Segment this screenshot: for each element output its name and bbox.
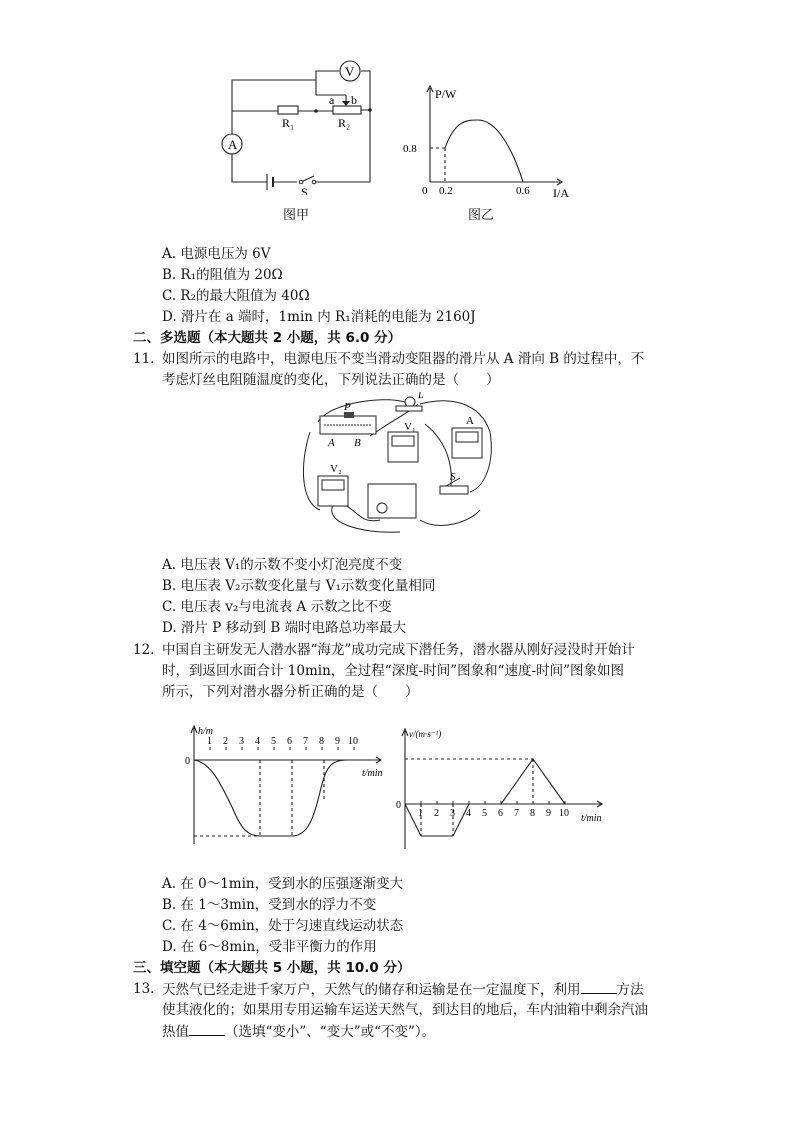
q11-physical-circuit-figure [300, 392, 500, 537]
q13-number: 13. [133, 981, 155, 997]
q13-text-line3 [162, 1021, 435, 1042]
speed-tick-label-5: 5 [482, 808, 487, 819]
q10-option-c: C. R₂的最大阻值为 40Ω [162, 288, 310, 304]
caption-yi: 图乙 [468, 208, 495, 223]
h-axis-label: h/m [198, 726, 213, 737]
depth-tick-label-1: 1 [207, 736, 212, 747]
label-l: L [418, 392, 424, 401]
i-axis-label: I/A [553, 186, 569, 200]
speed-tick-label-9: 9 [546, 808, 551, 819]
label-am: A [466, 415, 474, 427]
depth-tick-label-3: 3 [239, 736, 244, 747]
voltmeter-label: V [345, 64, 355, 79]
label-v2: V₂ [330, 463, 342, 475]
y-tick-0-8: 0.8 [403, 143, 417, 155]
q11-option-d: D. 滑片 P 移动到 B 端时电路总功率最大 [162, 620, 407, 636]
q12-text-line1: 中国自主研发无人潜水器“海龙”成功完成下潜任务，潜水器从刚好浸没时开始计 [162, 642, 635, 658]
q13-text-line2: 使其液化的；如果用专用运输车运送天然气，到达目的地后，车内油箱中剩余汽油 [162, 1002, 648, 1018]
x-tick-0-6: 0.6 [516, 185, 530, 197]
q11-option-c: C. 电压表 v₂与电流表 A 示数之比不变 [162, 599, 392, 615]
q12-option-d: D. 在 6～8min，受非平衡力的作用 [162, 939, 377, 955]
speed-tick-label-4: 4 [466, 808, 471, 819]
r2-label: R₂ [338, 116, 351, 130]
depth-origin-label: 0 [185, 756, 190, 767]
speed-time-graph [393, 725, 613, 855]
speed-tick-label-7: 7 [514, 808, 519, 819]
section-3-title: 三、填空题（本大题共 5 小题，共 10.0 分） [133, 960, 411, 976]
q12-option-a: A. 在 0～1min，受到水的压强逐渐变大 [162, 876, 404, 892]
speed-tick-label-2: 2 [434, 808, 439, 819]
q10-option-b: B. R₁的阻值为 20Ω [162, 267, 283, 283]
speed-tick-label-1: 1 [418, 808, 423, 819]
ammeter-label: A [228, 137, 238, 152]
terminal-b-label: b [351, 93, 357, 107]
q13-line1-part1: 天然气已经走进千家万户，天然气的储存和运输是在一定温度下，利用 [162, 982, 581, 998]
caption-jia: 图甲 [283, 208, 310, 223]
q12-option-c: C. 在 4～6min，处于匀速直线运动状态 [162, 918, 404, 934]
x-tick-0-2: 0.2 [439, 185, 453, 197]
speed-tick-label-6: 6 [498, 808, 503, 819]
speed-tick-label-3: 3 [450, 808, 455, 819]
label-s: S [450, 471, 456, 483]
p-axis-label: P/W [435, 87, 457, 101]
terminal-a-label: a [329, 93, 335, 107]
speed-origin-label: 0 [396, 800, 401, 811]
q11-text-line2: 考虑灯丝电阻随温度的变化，下列说法正确的是（ ） [162, 372, 500, 388]
depth-x-axis-label: t/min [362, 768, 383, 779]
q12-option-b: B. 在 1～3min，受到水的浮力不变 [162, 897, 377, 913]
depth-tick-label-5: 5 [271, 736, 276, 747]
q11-text-line1: 如图所示的电路中，电源电压不变当滑动变阻器的滑片从 A 滑向 B 的过程中，不 [162, 351, 645, 367]
section-2-title: 二、多选题（本大题共 2 小题，共 6.0 分） [133, 330, 402, 346]
v-axis-label: v/(m·s⁻¹) [409, 729, 442, 739]
r1-label: R₁ [282, 116, 295, 130]
q13-line3-part2: （选填“变小”、“变大”或“不变”）。 [225, 1024, 436, 1040]
depth-tick-label-6: 6 [287, 736, 292, 747]
origin-label: 0 [422, 185, 428, 197]
label-v1: V₁ [404, 421, 416, 433]
q11-option-b: B. 电压表 V₂示数变化量与 V₁示数变化量相同 [162, 578, 436, 594]
label-b: B [354, 437, 361, 449]
label-p: P [344, 401, 351, 413]
q13-line3-part1: 热值 [162, 1024, 189, 1040]
power-current-graph [395, 80, 585, 200]
circuit-diagram-jia [205, 60, 385, 195]
q12-text-line2: 时，到返回水面合计 10min，全过程“深度-时间”图象和“速度-时间”图象如图 [162, 663, 625, 679]
q10-option-d: D. 滑片在 a 端时，1min 内 R₁消耗的电能为 2160J [162, 309, 476, 325]
q13-line1-part2: 方法 [616, 982, 644, 998]
q13-blank-2[interactable] [189, 1021, 225, 1036]
depth-tick-label-10: 10 [348, 736, 358, 747]
q12-number: 12. [133, 642, 155, 658]
depth-tick-label-7: 7 [303, 736, 308, 747]
q13-text-line1 [162, 979, 644, 1000]
q10-option-a: A. 电源电压为 6V [162, 246, 271, 262]
switch-label: S [301, 185, 308, 195]
q13-blank-1[interactable] [581, 979, 617, 994]
label-a: A [328, 437, 335, 449]
depth-tick-label-9: 9 [335, 736, 340, 747]
q11-option-a: A. 电压表 V₁的示数不变小灯泡亮度不变 [162, 557, 403, 573]
depth-tick-label-4: 4 [255, 736, 260, 747]
depth-tick-label-2: 2 [223, 736, 228, 747]
speed-tick-label-10: 10 [559, 808, 569, 819]
depth-tick-label-8: 8 [319, 736, 324, 747]
q11-number: 11. [133, 351, 155, 367]
q12-text-line3: 所示，下列对潜水器分析正确的是（ ） [162, 684, 419, 700]
speed-tick-label-8: 8 [530, 808, 535, 819]
speed-x-axis-label: t/min [581, 813, 602, 824]
depth-time-graph [180, 722, 390, 852]
